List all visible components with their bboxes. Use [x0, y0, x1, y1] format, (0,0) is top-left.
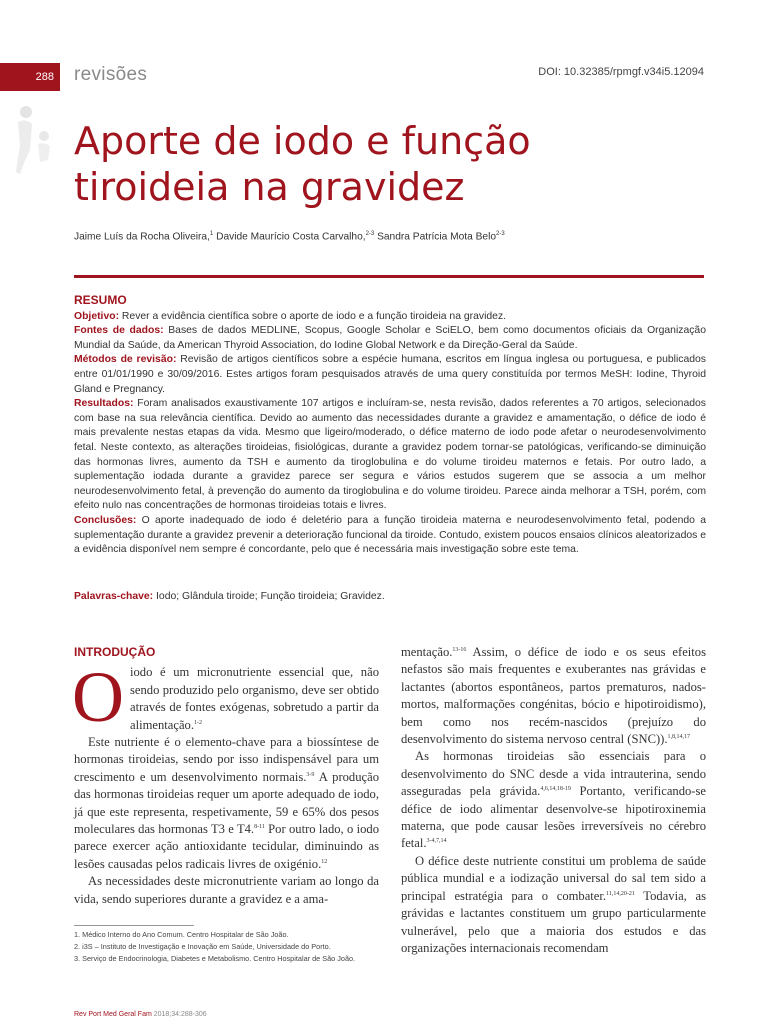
reference: 12	[321, 858, 328, 865]
abstract-objective	[74, 310, 706, 325]
body-column-2	[401, 644, 706, 957]
results-label: Resultados:	[74, 398, 134, 410]
intro-heading: INTRODUÇÃO	[74, 645, 156, 659]
author-name: Davide Maurício Costa Carvalho,	[216, 231, 366, 243]
reference: 3-9	[306, 771, 315, 778]
abstract-methods	[74, 353, 706, 397]
keywords-label: Palavras-chave:	[74, 591, 154, 602]
footnotes	[74, 929, 394, 965]
footnote-divider	[74, 925, 194, 926]
paragraph-text: iodo é um micronutriente essencial que, não sendo produzido pelo organismo, deve ser obtido através de fontes exógenas, sobretudo a partir da alimentação.	[130, 665, 379, 732]
paragraph-text: mentação.	[401, 645, 453, 659]
body-paragraph	[74, 734, 379, 873]
title-line-2: tiroideia na gravidez	[74, 165, 465, 209]
conclusions-label: Conclusões:	[74, 514, 137, 526]
reference: 1,8,14,17	[667, 733, 691, 740]
methods-label: Métodos de revisão:	[74, 354, 177, 366]
body-paragraph	[401, 748, 706, 852]
body-paragraph	[401, 644, 706, 748]
body-paragraph: As necessidades deste micronutriente variam ao longo da vida, sendo superiores durante a gravidez e a ama-	[74, 874, 379, 906]
abstract-conclusions	[74, 514, 706, 558]
reference: 8-11	[254, 823, 265, 830]
body-column-1	[74, 644, 379, 908]
author-affiliation: 1	[209, 231, 214, 237]
results-text: Foram analisados exaustivamente 107 artigos e incluíram-se, nesta revisão, dados referentes a 70 artigos, selecionados com base na sua relevância científica. Devido ao aumento das necessidades durante a gravidez e amamentação, o défice de iodo é mais prevalente nestas etapas da vida. Mesmo que ligeiro/moderado, o défice materno de iodo pode afetar o neurodesenvolvimento fetal. Neste contexto, as alterações tiroideias, fisiológicas, durante a gravidez podem tornar-se patológicas, verificando-se diminuição das hormonas livres, aumento da TSH e aumento da tiroglobulina e do volume tiroideu maternos e fetais. Por outro lado, a suplementação iodada durante a gravidez parece ser segura e vários estudos sugerem que se associa a um melhor neurodesenvolvimento fetal, à prevenção do aumento da tiroglobulina e do volume tiroideu. Parece ainda melhorar a TSH, porém, com efeito nulo nas concentrações de hormonas tiroideias totais e livres.	[74, 398, 706, 512]
paragraph-text: Este nutriente é o elemento-chave para a biossíntese de hormonas tiroideias, sendo por isso indispensável para um crescimento e um desenvolvimento normais.	[74, 735, 379, 784]
footnote: 3. Serviço de Endocrinologia, Diabetes e Metabolismo. Centro Hospitalar de São João.	[74, 954, 356, 963]
conclusions-text: O aporte inadequado de iodo é deletério para a função tiroideia materna e neurodesenvolvimento fetal, podendo a suplementação durante a gravidez prevenir a deterioração funcional da tiroide. Contudo, existem poucos ensaios clínicos aleatorizados e a evidência disponível nem sempre é concordante, pelo que é necessária mais investigação sobre este tema.	[74, 514, 706, 556]
paragraph-text: Todavia, as grávidas e lactantes constituem um grupo particularmente vulnerável, pelo que a maioria dos estudos e das organizações internacionais recomendam	[401, 888, 707, 955]
paragraph-text: Assim, o défice de iodo e os seus efeitos nefastos são mais frequentes e exuberantes nas grávidas e lactantes (abortos espontâneos, partos prematuros, nados-mortos, malformações congénitas, bócio e hipotiroidismo), bem como nos recém-nascidos (prejuízo do desenvolvimento do sistema nervoso central (SNC)).	[401, 645, 706, 747]
paragraph-text: As hormonas tiroideias são essenciais para o desenvolvimento do SNC desde a vida intrauterina, sendo asseguradas pela grávida.	[401, 749, 706, 799]
abstract-heading: RESUMO	[74, 293, 127, 307]
family-figures-icon	[12, 100, 56, 180]
journal-name: Rev Port Med Geral Fam	[74, 1011, 152, 1018]
abstract	[74, 293, 706, 558]
reference: 1-2	[193, 719, 202, 726]
objective-label: Objetivo:	[74, 310, 120, 322]
methods-text: Revisão de artigos científicos sobre a espécie humana, escritos em língua inglesa ou portuguesa, e publicados entre 01/01/1990 e 30/09/2016. Estes artigos foram pesquisados através de uma query constituída por termos MeSH: Iodine, Thyroid Gland e Pregnancy.	[74, 354, 706, 395]
section-label: revisões	[74, 64, 148, 85]
objective-text: Rever a evidência científica sobre o aporte de iodo e a função tiroideia na gravidez.	[119, 310, 507, 322]
reference: 4,6,14,18-19	[540, 786, 571, 793]
title-divider	[74, 275, 704, 278]
author-name: Sandra Patrícia Mota Belo	[377, 231, 497, 243]
footnote: 2. i3S – Instituto de Investigação e Inovação em Saúde, Universidade do Porto.	[74, 942, 331, 951]
paragraph-text: A produção das hormonas tiroideias requer um aporte adequado de iodo, já que este representa, respetivamente, 59 e 65% dos pesos moleculares das hormonas T3 e T4.	[74, 769, 379, 837]
reference: 13-16	[452, 646, 467, 653]
abstract-sources	[74, 324, 706, 353]
doi: DOI: 10.32385/rpmgf.v34i5.12094	[538, 66, 704, 78]
reference: 11,14,20-21	[606, 890, 635, 897]
footnote: 1. Médico Interno do Ano Comum. Centro Hospitalar de São João.	[74, 930, 289, 939]
paragraph-text: Portanto, verificando-se défice de iodo alimentar desenvolve-se hipotiroxinemia materna, que pode causar lesões irreversíveis no cérebro fetal.	[401, 784, 706, 851]
authors	[74, 231, 505, 242]
author-affiliation: 2-3	[496, 231, 505, 237]
journal-footer	[74, 1011, 207, 1018]
keywords-text: Iodo; Glândula tiroide; Função tiroideia; Gravidez.	[153, 591, 385, 602]
intro-paragraph	[72, 657, 379, 738]
sources-text: Bases de dados MEDLINE, Scopus, Google Scholar e SciELO, bem como documentos oficiais da Organização Mundial da Saúde, da American Thyroid Association, do Iodine Global Network e da Direção-Geral da Saúde.	[74, 325, 706, 351]
abstract-results	[74, 397, 706, 514]
title-line-1: Aporte de iodo e função	[74, 119, 531, 163]
body-paragraph	[401, 853, 706, 957]
page-number: 288	[0, 63, 60, 91]
journal-ref: 2018;34:288-306	[151, 1011, 207, 1018]
article-title	[74, 118, 674, 210]
keywords	[74, 591, 385, 602]
author-affiliation: 2-3	[365, 231, 375, 237]
paragraph-text: O défice deste nutriente constitui um problema de saúde pública mundial e a iodização universal do sal tem sido a principal estratégia para o combater.	[401, 853, 706, 903]
drop-cap: O	[72, 657, 124, 738]
reference: 3-4,7,14	[426, 838, 447, 845]
paragraph-text: Por outro lado, o iodo parece exercer ação antioxidante tecidular, diminuindo as lesões causadas pelos radicais livres de oxigénio.	[74, 822, 379, 871]
sources-label: Fontes de dados:	[74, 325, 164, 337]
author-name: Jaime Luís da Rocha Oliveira,	[74, 231, 210, 243]
